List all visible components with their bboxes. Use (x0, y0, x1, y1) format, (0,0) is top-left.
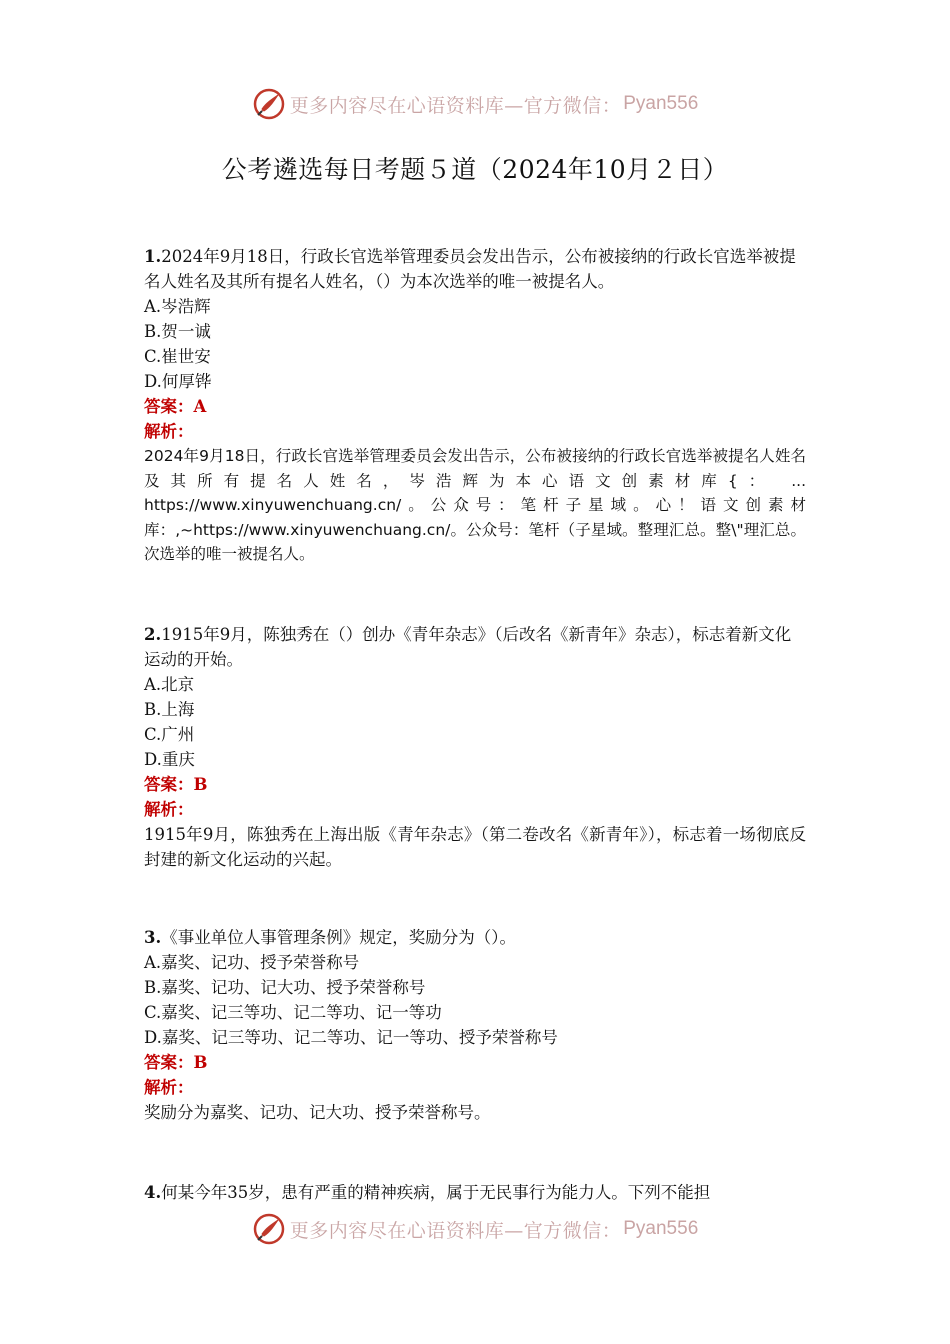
answer: 答案：B (144, 1052, 208, 1072)
option-c: C.广州 (144, 724, 195, 744)
question-3 (144, 925, 806, 1125)
option-a: A.岑浩辉 (144, 297, 211, 316)
question-stem: 何某今年35岁，患有严重的精神疾病，属于无民事行为能力人。下列不能担 (161, 1182, 711, 1202)
question-text (144, 925, 806, 950)
analysis-text: 奖励分为嘉奖、记功、记大功、授予荣誉称号。 (144, 1102, 491, 1122)
option-b: B.贺一诚 (144, 322, 211, 341)
question-2 (144, 622, 806, 872)
analysis-text: 2024年9月18日，行政长官选举管理委员会发出告示，公布被接纳的行政长官选举被提名人姓名及其所有提名人姓名，岑浩辉为本心语文创素材库{： ... https://www.xinyuwenchuang.cn/。公众号：笔杆子星域。心！语文创素材库：,~https://www.xinyuwenchuang.cn/。公众号：笔杆（子星域。整理汇总。整\"理汇总。次选举的唯一被提名人。 (144, 447, 806, 563)
question-stem: 《事业单位人事管理条例》规定，奖励分为（）。 (161, 927, 516, 947)
question-1 (144, 244, 806, 567)
option-b: B.上海 (144, 699, 195, 719)
quill-logo-icon (252, 87, 286, 121)
banner-text: 更多内容尽在心语资料库—官方微信： (289, 94, 622, 117)
option-c: C.崔世安 (144, 347, 211, 366)
option-d: D.何厚铧 (144, 372, 212, 391)
question-number: 4. (144, 1182, 162, 1202)
banner-wechat-id: Pyan556 (623, 93, 699, 114)
question-number: 3. (144, 927, 162, 947)
analysis-text: 1915年9月，陈独秀在上海出版《青年杂志》（第二卷改名《新青年》），标志着一场彻底反封建的新文化运动的兴起。 (144, 824, 806, 869)
option-d: D.嘉奖、记三等功、记二等功、记一等功、授予荣誉称号 (144, 1027, 558, 1047)
question-stem: 1915年9月，陈独秀在（）创办《青年杂志》（后改名《新青年》杂志），标志着新文化运动的开始。 (144, 624, 792, 669)
question-list (144, 244, 806, 1205)
answer: 答案：A (144, 397, 207, 416)
option-d: D.重庆 (144, 749, 195, 769)
question-number: 2. (144, 624, 162, 644)
option-c: C.嘉奖、记三等功、记二等功、记一等功 (144, 1002, 442, 1022)
question-text (144, 244, 806, 294)
analysis-label: 解析： (144, 1077, 194, 1097)
option-a: A.嘉奖、记功、授予荣誉称号 (144, 952, 360, 972)
option-b: B.嘉奖、记功、记大功、授予荣誉称号 (144, 977, 426, 997)
analysis-label: 解析： (144, 799, 194, 819)
page-title: 公考遴选每日考题５道（2024年10月２日） (221, 155, 729, 184)
answer: 答案：B (144, 774, 208, 794)
banner-text: 更多内容尽在心语资料库—官方微信： (289, 1219, 622, 1242)
question-4 (144, 1180, 806, 1205)
question-number: 1. (144, 247, 162, 266)
option-a: A.北京 (144, 674, 195, 694)
question-text (144, 622, 806, 672)
footer-banner (0, 1209, 950, 1249)
banner-wechat-id: Pyan556 (623, 1218, 699, 1239)
analysis-label: 解析： (144, 422, 194, 441)
quill-logo-icon (252, 1212, 286, 1246)
question-stem: 2024年9月18日，行政长官选举管理委员会发出告示，公布被接纳的行政长官选举被提名人姓名及其所有提名人姓名，（）为本次选举的唯一被提名人。 (144, 247, 796, 291)
question-text (144, 1180, 806, 1205)
header-banner (0, 84, 950, 124)
